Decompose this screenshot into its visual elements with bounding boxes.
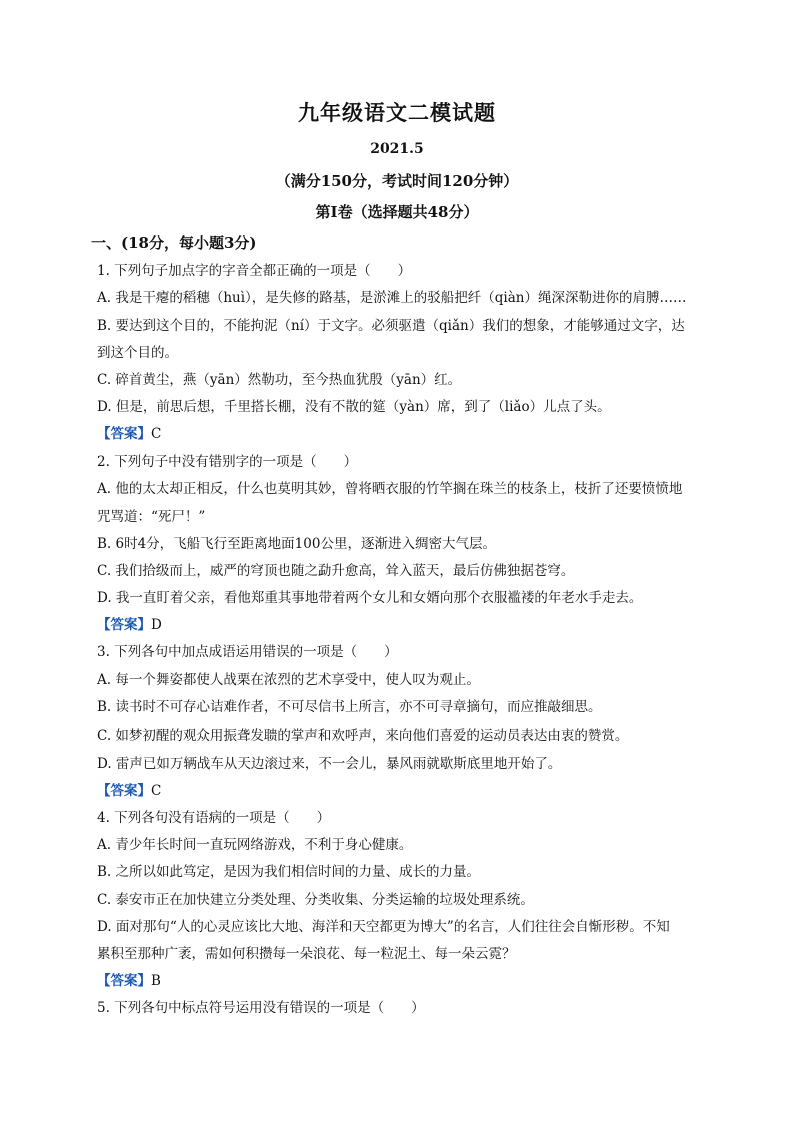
question-2-option-b: B. 6时4分，飞船飞行至距离地面100公里，逐渐进入绸密大气层。 xyxy=(97,536,496,552)
answer-tag: 【答案】 xyxy=(97,426,151,442)
question-2-stem: 2. 下列句子中没有错别字的一项是（ ） xyxy=(97,454,358,470)
answer-tag: 【答案】 xyxy=(97,973,151,989)
question-1-option-b-cont: 到这个目的。 xyxy=(97,345,178,361)
question-2-option-d: D. 我一直盯着父亲，看他郑重其事地带着两个女儿和女婿向那个衣服褴褛的年老水手走去。 xyxy=(97,590,643,606)
question-1-option-c: C. 碎首黄尘，燕（yān）然勒功，至今热血犹殷（yān）红。 xyxy=(97,372,462,388)
question-5-stem: 5. 下列各句中标点符号运用没有错误的一项是（ ） xyxy=(97,1000,425,1016)
question-1-option-b: B. 要达到这个目的，不能拘泥（ní）于文字。必须驱遣（qiǎn）我们的想象，才能够通过文字，达 xyxy=(97,318,685,334)
question-4-option-d-cont: 累积至那种广袤，需如何积攒每一朵浪花、每一粒泥土、每一朵云霓？ xyxy=(97,946,516,962)
question-4-option-b: B. 之所以如此笃定，是因为我们相信时间的力量、成长的力量。 xyxy=(97,864,481,880)
question-1-stem: 1. 下列句子加点字的字音全都正确的一项是（ ） xyxy=(97,263,412,279)
question-2-answer xyxy=(97,616,162,634)
exam-date: 2021.5 xyxy=(370,141,424,157)
question-3-stem: 3. 下列各句中加点成语运用错误的一项是（ ） xyxy=(97,644,398,660)
question-1-option-a: A. 我是干瘪的稻穗（huì），是失修的路基，是淤滩上的驳船把纤（qiàn）绳深深勒进你的肩膊…… xyxy=(97,290,687,306)
answer-value: D xyxy=(151,617,162,633)
question-4-option-c: C. 泰安市正在加快建立分类处理、分类收集、分类运输的垃圾处理系统。 xyxy=(97,892,534,908)
question-4-answer xyxy=(97,972,161,990)
answer-value: C xyxy=(151,426,162,442)
question-3-option-c: C. 如梦初醒的观众用振聋发聩的掌声和欢呼声，来向他们喜爱的运动员表达由衷的赞赏。 xyxy=(97,728,629,744)
question-4-option-a: A. 青少年长时间一直玩网络游戏，不利于身心健康。 xyxy=(97,837,413,853)
question-1-option-d: D. 但是，前思后想，千里搭长棚，没有不散的筵（yàn）席，到了（liǎo）儿点了头。 xyxy=(97,399,611,415)
answer-value: C xyxy=(151,783,162,799)
question-3-option-d: D. 雷声已如万辆战车从天边滚过来，不一会儿，暴风雨就歇斯底里地开始了。 xyxy=(97,756,562,772)
question-1-answer xyxy=(97,425,161,443)
question-2-option-a: A. 他的太太却正相反，什么也莫明其妙，曾将晒衣服的竹竿搁在珠兰的枝条上，枝折了还要愤愤地 xyxy=(97,481,683,497)
question-4-option-d: D. 面对那句“人的心灵应该比大地、海洋和天空都更为博大”的名言，人们往往会自惭形秽。不知 xyxy=(97,919,670,935)
answer-tag: 【答案】 xyxy=(97,783,151,799)
question-2-option-a-cont: 咒骂道：“死尸！” xyxy=(97,509,206,525)
question-3-option-a: A. 每一个舞姿都使人战栗在浓烈的艺术享受中，使人叹为观止。 xyxy=(97,672,480,688)
question-2-option-c: C. 我们拾级而上，威严的穹顶也随之勐升愈高，耸入蓝天，最后仿佛独据苍穹。 xyxy=(97,563,575,579)
question-3-option-b: B. 读书时不可存心诘难作者，不可尽信书上所言，亦不可寻章摘句，而应推敲细思。 xyxy=(97,699,602,715)
answer-value: B xyxy=(151,973,161,989)
question-3-answer xyxy=(97,782,161,800)
volume-heading: 第Ⅰ卷（选择题共48分） xyxy=(315,203,479,221)
section-heading: 一、(18分，每小题3分) xyxy=(91,234,257,252)
question-4-stem: 4. 下列各句没有语病的一项是（ ） xyxy=(97,810,331,826)
score-note: （满分150分，考试时间120分钟） xyxy=(275,172,519,190)
exam-title: 九年级语文二模试题 xyxy=(298,100,496,125)
answer-tag: 【答案】 xyxy=(97,617,151,633)
